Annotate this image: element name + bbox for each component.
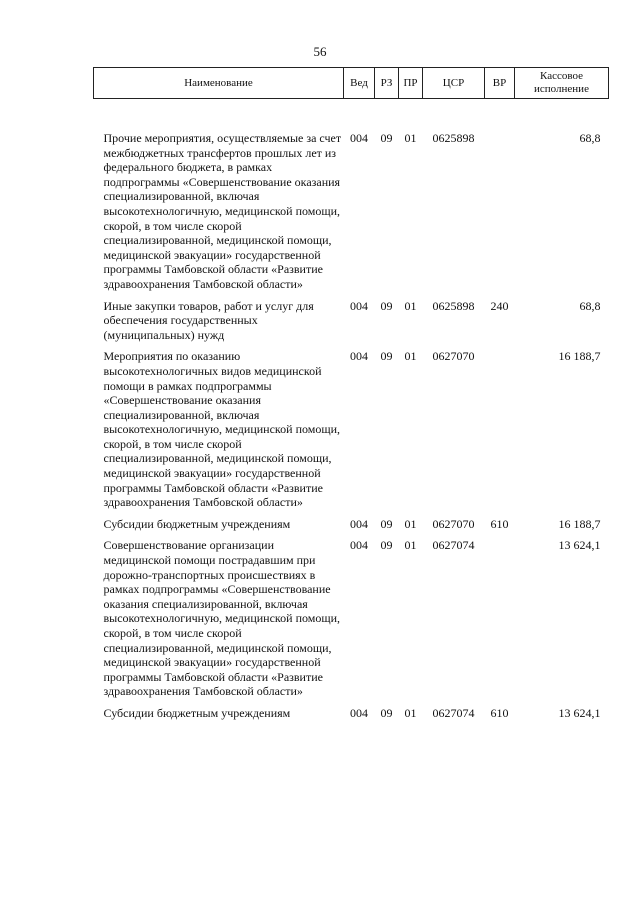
header-vr: ВР — [485, 68, 515, 99]
row-ved: 004 — [350, 349, 368, 364]
header-csr: ЦСР — [423, 68, 485, 99]
header-sum: Кассовое исполнение — [515, 68, 609, 99]
row-ved: 004 — [350, 131, 368, 145]
row-vr: 610 — [490, 516, 509, 531]
row-pr: 01 — [404, 705, 417, 720]
row-rz: 09 — [380, 131, 393, 145]
row-vr — [485, 99, 515, 299]
row-csr: 0627070 — [432, 349, 475, 364]
row-rz: 09 — [380, 298, 393, 313]
row-vr — [485, 349, 515, 517]
row-rz: 09 — [380, 705, 393, 720]
table-body — [94, 99, 609, 728]
budget-table — [93, 67, 609, 728]
row-sum: 13 624,1 — [558, 705, 601, 720]
table-row — [94, 99, 609, 299]
row-csr: 0627074 — [432, 705, 475, 720]
row-ved: 004 — [350, 516, 368, 531]
row-ved: 004 — [350, 705, 368, 720]
table-header — [94, 68, 609, 99]
row-sum: 16 188,7 — [558, 516, 601, 531]
row-sum: 68,8 — [579, 298, 601, 313]
row-pr: 01 — [404, 349, 417, 364]
row-pr: 01 — [404, 516, 417, 531]
row-vr: 240 — [490, 298, 509, 313]
header-name: Наименование — [94, 68, 344, 99]
row-name: Прочие мероприятия, осуществляемые за счет межбюджетных трансфертов прошлых лет из федерального бюджета, в рамках подпрограммы «Совершенствование оказания специализированной, включая высокотехнологичную, медицинской помощи, скорой, в том числе скорой специализированной, медицинской помощи, медицинской эвакуации» государственной программы Тамбовской области «Развитие здравоохранения Тамбовской области» — [103, 131, 342, 291]
row-csr: 0627074 — [432, 538, 475, 553]
header-ved: Вед — [344, 68, 375, 99]
row-rz: 09 — [380, 349, 393, 364]
row-name: Субсидии бюджетным учреждениям — [103, 516, 291, 531]
row-ved: 004 — [350, 298, 368, 313]
row-sum: 16 188,7 — [558, 349, 601, 364]
row-pr: 01 — [404, 298, 417, 313]
table-row — [94, 349, 609, 517]
row-vr: 610 — [490, 705, 509, 720]
row-csr: 0625898 — [432, 131, 475, 145]
row-name: Субсидии бюджетным учреждениям — [103, 705, 291, 720]
row-vr — [485, 538, 515, 706]
row-ved: 004 — [350, 538, 368, 553]
header-pr: ПР — [399, 68, 423, 99]
row-rz: 09 — [380, 516, 393, 531]
row-pr: 01 — [404, 131, 417, 145]
table-row — [94, 538, 609, 706]
row-name: Совершенствование организации медицинской помощи пострадавшим при дорожно-транспортных происшествиях в рамках подпрограммы «Совершенствование оказания специализированной, включая высокотехнологичную, медицинской помощи, скорой, в том числе скорой специализированной, медицинской помощи, медицинской эвакуации» государственной программы Тамбовской области «Развитие здравоохранения Тамбовской области» — [103, 538, 341, 699]
row-rz: 09 — [380, 538, 393, 553]
header-rz: РЗ — [375, 68, 399, 99]
table-row — [94, 299, 609, 350]
row-csr: 0625898 — [432, 298, 475, 313]
row-pr: 01 — [404, 538, 417, 553]
row-name: Иные закупки товаров, работ и услуг для обеспечения государственных (муниципальных) нужд — [103, 298, 314, 342]
table-row — [94, 517, 609, 539]
table-row — [94, 706, 609, 728]
row-name: Мероприятия по оказанию высокотехнологичных видов медицинской помощи в рамках подпрограммы «Совершенствование оказания специализированной, включая высокотехнологичную, медицинской помощи, скорой, в том числе скорой специализированной, медицинской помощи, медицинской эвакуации» государственной программы Тамбовской области «Развитие здравоохранения Тамбовской области» — [103, 349, 341, 510]
page-number: 56 — [313, 44, 327, 59]
row-sum: 68,8 — [579, 131, 601, 145]
row-csr: 0627070 — [432, 516, 475, 531]
row-sum: 13 624,1 — [558, 538, 601, 553]
